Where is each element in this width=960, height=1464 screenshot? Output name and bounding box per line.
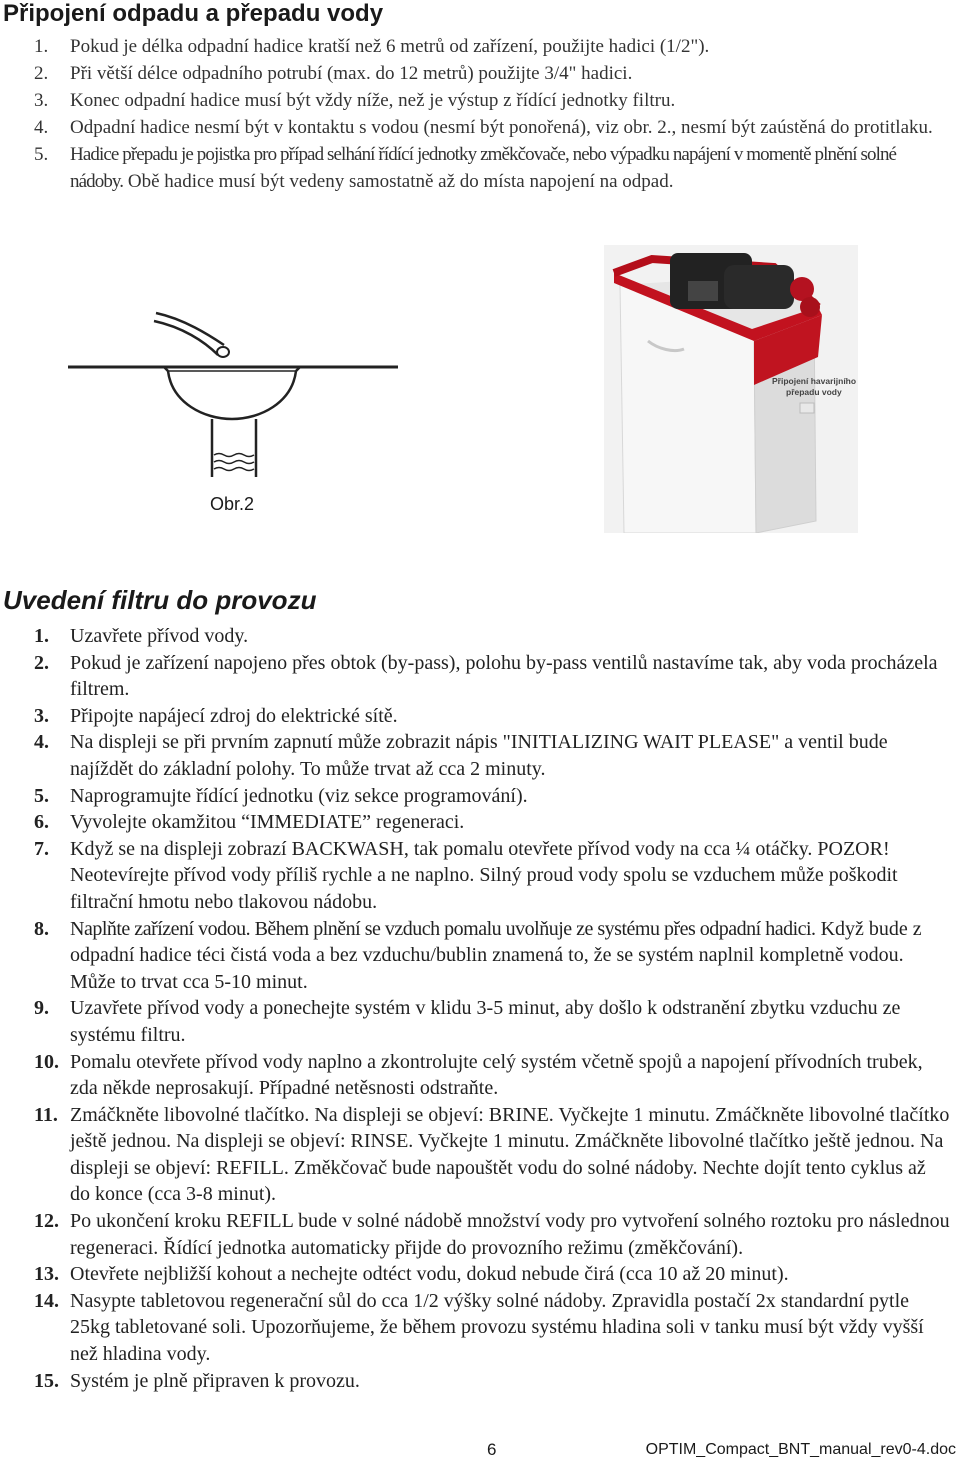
softener-photo <box>604 245 858 533</box>
item-text-condensed: Naplňte zařízení vodou. Během plnění se vzduch pomalu uvolňuje ze systému přes odpadní hadici. <box>70 917 816 940</box>
item-number: 2. <box>34 63 49 84</box>
item-text: Konec odpadní hadice musí být vždy níže, než je výstup z řídící jednotky filtru. <box>70 90 676 111</box>
list-item <box>0 703 950 730</box>
item-text-condensed: Hadice přepadu je pojistka pro případ selhání řídící jednotky změkčovače, nebo výpadku napájení v momentě plnění solné nádoby. <box>70 144 897 192</box>
item-text: Uzavřete přívod vody. <box>70 625 249 647</box>
section-title-drain: Připojení odpadu a přepadu vody <box>3 0 384 27</box>
item-text: Obě hadice musí být vedeny samostatně až do místa napojení na odpad. <box>123 171 674 192</box>
item-text: Po ukončení kroku REFILL bude v solné nádobě množství vody pro vytvoření solného roztoku pro následnou regeneraci. Řídící jednotka automaticky přijde do provozního režimu (změkčování). <box>70 1210 950 1259</box>
list-item <box>0 1208 950 1261</box>
list-item <box>0 836 950 916</box>
list-item <box>0 1049 950 1102</box>
item-number: 7. <box>34 837 49 860</box>
item-text: Odpadní hadice nesmí být v kontaktu s vodou (nesmí být ponořená), viz obr. 2., nesmí být zaústěná do protitlaku. <box>70 117 933 138</box>
item-text: Pomalu otevřete přívod vody naplno a zkontrolujte celý systém včetně spojů a napojení přívodních trubek, zda někde neprosakují. Případné netěsnosti odstraňte. <box>70 1050 923 1100</box>
item-number: 9. <box>34 997 49 1020</box>
list-item <box>0 141 950 195</box>
sink-bowl <box>168 371 296 419</box>
list-item <box>0 60 950 87</box>
figure-caption: Obr.2 <box>210 494 255 514</box>
item-number: 15. <box>34 1369 59 1392</box>
item-text: Když se na displeji zobrazí BACKWASH, tak pomalu otevřete přívod vody na cca ¼ otáčky. POZOR! Neotevírejte přívod vody příliš rychle a ne naplno. Silný proud vody spolu se vzduchem může poškodit filtrační hmotu nebo tlakovou nádobu. <box>70 837 898 913</box>
item-number: 13. <box>34 1263 59 1286</box>
item-number: 4. <box>34 731 49 754</box>
list-item <box>0 916 950 996</box>
item-text: Nasypte tabletovou regenerační sůl do cca 1/2 výšky solné nádoby. Zpravidla postačí 2x standardní pytle 25kg tabletované soli. Upozorňujeme, že během provozu systému hladina soli v tanku musí být vždy vyšší než hladina vody. <box>70 1289 924 1366</box>
item-text: Vyvolejte okamžitou “IMMEDIATE” regeneraci. <box>70 811 465 834</box>
item-text: Naprogramujte řídící jednotku (viz sekce programování). <box>70 784 528 807</box>
item-number: 3. <box>34 90 49 111</box>
list-item <box>0 623 950 650</box>
item-number: 5. <box>34 784 49 807</box>
item-text: Systém je plně připraven k provozu. <box>70 1369 360 1392</box>
startup-instructions-list <box>0 623 950 1394</box>
list-item <box>0 33 950 60</box>
photo-label-line1: Připojení havarijního <box>772 376 857 386</box>
item-text: Připojte napájecí zdroj do elektrické sítě. <box>70 704 398 727</box>
list-item <box>0 650 950 703</box>
list-item <box>0 729 950 782</box>
item-number: 8. <box>34 917 49 940</box>
drain-instructions-list <box>0 33 950 195</box>
drain-hose <box>156 313 224 345</box>
item-number: 10. <box>34 1050 59 1073</box>
list-item <box>0 1102 950 1208</box>
item-number: 3. <box>34 704 49 727</box>
list-item <box>0 783 950 810</box>
document-filename: OPTIM_Compact_BNT_manual_rev0-4.doc <box>645 1441 956 1458</box>
item-text: Pokud je délka odpadní hadice kratší než 6 metrů od zařízení, použijte hadici (1/2"). <box>70 36 710 57</box>
photo-label-line2: přepadu vody <box>786 387 842 397</box>
item-number: 2. <box>34 651 49 674</box>
item-number: 5. <box>34 144 49 165</box>
list-item <box>0 87 950 114</box>
item-number: 1. <box>34 36 49 57</box>
item-text: Při větší délce odpadního potrubí (max. do 12 metrů) použijte 3/4" hadici. <box>70 63 633 84</box>
page-number: 6 <box>487 1440 497 1459</box>
list-item <box>0 114 950 141</box>
list-item <box>0 1288 950 1368</box>
item-number: 11. <box>34 1103 58 1126</box>
item-number: 1. <box>34 625 49 647</box>
list-item <box>0 995 950 1048</box>
item-number: 12. <box>34 1210 59 1233</box>
item-number: 14. <box>34 1289 59 1312</box>
list-item <box>0 1261 950 1288</box>
list-item <box>0 809 950 836</box>
list-item <box>0 1368 950 1395</box>
item-number: 6. <box>34 811 49 834</box>
water-level <box>214 454 254 471</box>
drain-diagram <box>64 305 404 485</box>
section-title-startup: Uvedení filtru do provozu <box>3 585 317 615</box>
item-number: 4. <box>34 117 49 138</box>
item-text: Zmáčkněte libovolné tlačítko. Na displeji se objeví: BRINE. Vyčkejte 1 minutu. Zmáčkněte libovolné tlačítko ještě jednou. Na displeji se objeví: RINSE. Vyčkejte 1 minutu. Zmáčkněte libovolné tlačítko ještě jednou. Na displeji se objeví: REFILL. Změkčovač bude napouštět vodu do solné nádoby. Nechte dojít tento cyklus až do konce (cca 3-8 minut). <box>70 1103 950 1206</box>
item-text: Uzavřete přívod vody a ponechejte systém v klidu 3-5 minut, aby došlo k odstranění zbytku vzduchu ze systému filtru. <box>70 997 901 1046</box>
item-text: Otevřete nejbližší kohout a nechejte odtéct vodu, dokud nebude čirá (cca 10 až 20 minut). <box>70 1263 789 1286</box>
item-text: Pokud je zařízení napojeno přes obtok (by-pass), polohu by-pass ventilů nastavíme tak, aby voda procházela filtrem. <box>70 651 938 701</box>
item-text: Na displeji se při prvním zapnutí může zobrazit nápis "INITIALIZING WAIT PLEASE" a ventil bude najíždět do základní polohy. To může trvat až cca 2 minuty. <box>70 731 888 780</box>
item-text: Když bude z odpadní hadice téci čistá voda a bez vzduchu/bublin znamená to, že se systém naplnil kompletně vodou. Může to trvat cca 5-10 minut. <box>70 917 922 993</box>
